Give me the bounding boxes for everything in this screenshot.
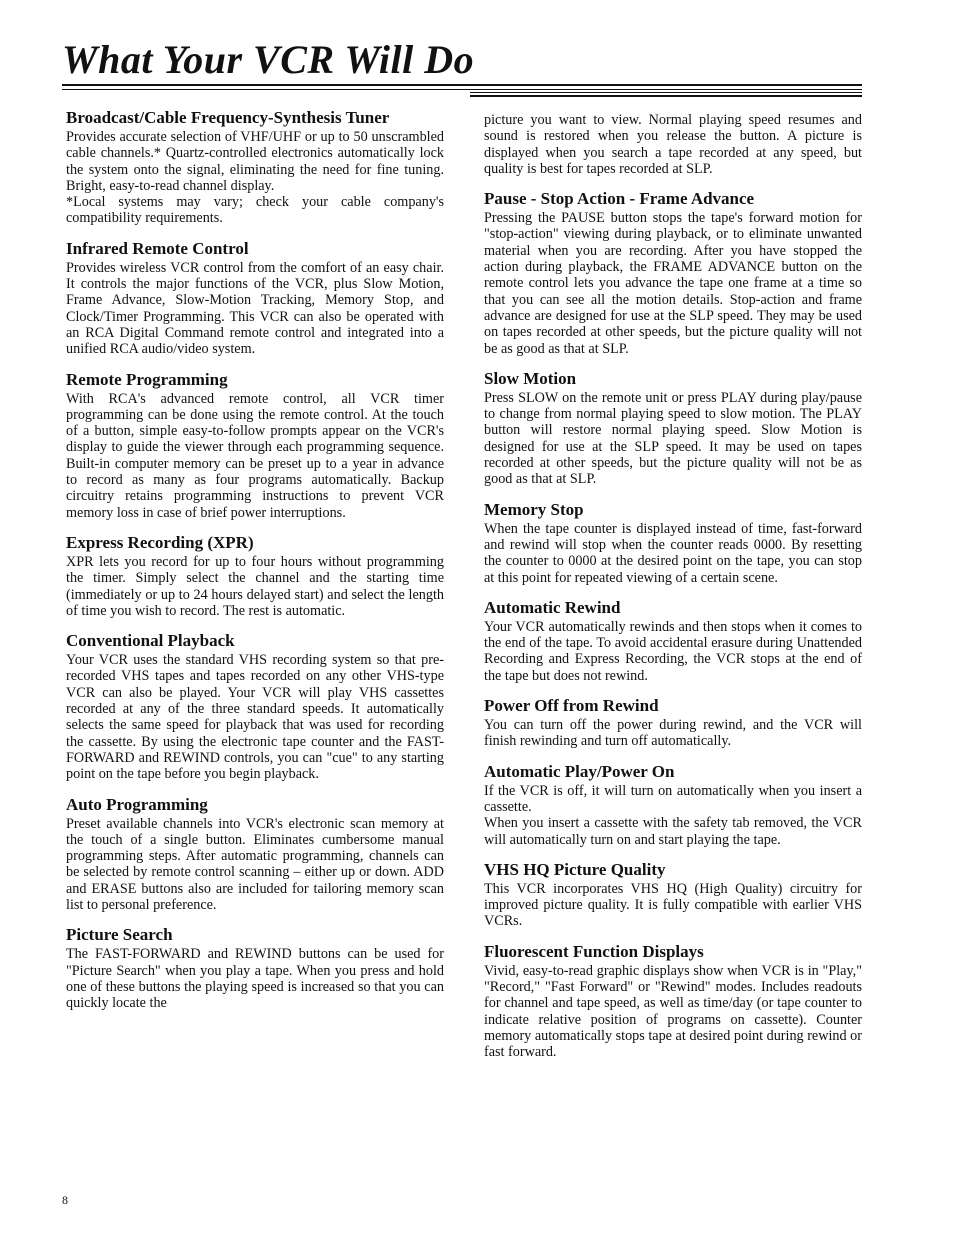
section-paragraph: Your VCR uses the standard VHS recording system so that pre-recorded VHS tapes and tapes recorded on any other VHS-type VCR can also be played. Your VCR will play VHS cassettes recorded at any of the three standard speeds. It automatically selects the same speed for playback that was used for recording the cassette. By using the electronic tape counter and the FAST-FORWARD and REWIND controls, you can "cue" to any starting point on the tape before you begin playback. [66,652,444,783]
section-paragraph: Preset available channels into VCR's electronic scan memory at the touch of a single button. Eliminates cumbersome manual programming steps. After automatic programming, channels can be selected by remote control scanning – either up or down. ADD and ERASE buttons also are included for tailoring memory scan list to personal preference. [66,815,444,913]
section-paragraph: With RCA's advanced remote control, all VCR timer programming can be done using the remote control. At the touch of a button, simple easy-to-follow prompts appear on the VCR's display to guide the viewer through each programming sequence. Built-in computer memory can be preset up to a year in advance to record as many as four programs automatically. Backup circuitry retains programming instructions to prevent VCR memory loss in case of brief power interruptions. [66,390,444,521]
section-gap [484,930,862,942]
left-column [66,108,444,1011]
section-paragraph: picture you want to view. Normal playing speed resumes and sound is restored when you release the button. A picture is displayed when you search a tape recorded at any speed, but quality is best for tapes recorded at SLP. [484,112,862,177]
section-paragraph: If the VCR is off, it will turn on automatically when you insert a cassette. [484,782,862,815]
section-gap [66,913,444,925]
section [66,631,444,782]
section-heading: Infrared Remote Control [66,238,249,258]
section-gap [484,848,862,860]
section-paragraph: *Local systems may vary; check your cable company's compatibility requirements. [66,194,444,227]
section [484,860,862,930]
section [484,598,862,684]
section-heading: Pause - Stop Action - Frame Advance [484,189,755,209]
title-rule [470,95,862,97]
right-column [484,112,862,1060]
section-paragraph: Vivid, easy-to-read graphic displays show when VCR is in "Play," "Record," "Fast Forward" or "Rewind" modes. Includes readouts for channel and tape speed, as well as time/day (or tape counter to indicate relative position of programs on cassette). Counter memory automatically stops tape at desired point during rewind or fast forward. [484,962,862,1061]
section-gap [484,177,862,189]
section [66,239,444,358]
section-paragraph: Pressing the PAUSE button stops the tape's forward motion for "stop-action" viewing during playback, or to eliminate unwanted material when you are recording. After you have stopped the action during playback, the FRAME ADVANCE button on the remote control lets you advance the tape one frame at a time so that you can see all the motion details. Stop-action and frame advance are designed for use at the SLP speed. They may be used on tapes recorded at other speeds, but the picture quality will not be as good as that at SLP. [484,210,862,357]
section-heading: Fluorescent Function Displays [484,941,704,961]
section [66,795,444,914]
section-paragraph: Provides accurate selection of VHF/UHF or up to 50 unscrambled cable channels.* Quartz-controlled electronics automatically lock the system onto the signal, eliminating the need for fine tuning. Bright, easy-to-read channel display. [66,129,444,194]
section-heading: Automatic Rewind [484,597,621,617]
section-heading: VHS HQ Picture Quality [484,859,666,879]
section-heading: Auto Programming [66,794,208,814]
section [484,369,862,488]
section-paragraph: When you insert a cassette with the safety tab removed, the VCR will automatically turn on and start playing the tape. [484,815,862,848]
section-heading: Automatic Play/Power On [484,761,675,781]
section-heading: Power Off from Rewind [484,696,659,716]
section-heading: Slow Motion [484,368,577,388]
section-paragraph: Your VCR automatically rewinds and then stops when it comes to the end of the tape. To avoid accidental erasure during Unattended Recording and Express Recording, the VCR stops at the end of the tape but does not rewind. [484,618,862,684]
section-gap [66,358,444,370]
title-rule [62,89,862,90]
section-paragraph: Provides wireless VCR control from the comfort of an easy chair. It controls the major functions of the VCR, plus Slow Motion, Frame Advance, Slow-Motion Tracking, Memory Stop, and Clock/Timer Programming. This VCR can also be operated with an RCA Digital Command remote control and integrated into a unified RCA audio/video system. [66,259,444,358]
section-gap [66,521,444,533]
section-paragraph: XPR lets you record for up to four hours without programming the timer. Simply select the channel and the starting time (immediately or up to 24 hours delayed start) and select the length of time you wish to record. The rest is automatic. [66,553,444,619]
section-gap [484,586,862,598]
section [484,189,862,357]
section [484,942,862,1061]
section [66,925,444,1011]
section-paragraph: The FAST-FORWARD and REWIND buttons can be used for "Picture Search" when you play a tape. When you press and hold one of these buttons the playing speed is increased so that you can quickly locate the [66,946,444,1012]
section [484,696,862,750]
page-title: What Your VCR Will Do [62,37,475,82]
section [484,500,862,586]
section-heading: Conventional Playback [66,631,235,651]
section-gap [484,488,862,500]
section-gap [66,619,444,631]
section-gap [66,783,444,795]
section-heading: Remote Programming [66,369,228,389]
section-gap [484,357,862,369]
title-rule [470,92,862,93]
section [66,370,444,521]
section-heading: Broadcast/Cable Frequency-Synthesis Tuner [66,108,390,127]
section-paragraph: When the tape counter is displayed instead of time, fast-forward and rewind will stop when the counter reads 0000. By resetting the counter to 0000 at the desired point on the tape, you can stop at this point for repeated viewing of a certain scene. [484,520,862,586]
section [484,762,862,848]
title-rule [62,84,862,86]
section [484,112,862,177]
section-gap [484,684,862,696]
section-heading: Express Recording (XPR) [66,532,254,552]
section-heading: Picture Search [66,925,173,945]
section-heading: Memory Stop [484,499,584,519]
page-number: 8 [62,1193,68,1207]
section-paragraph: This VCR incorporates VHS HQ (High Quality) circuitry for improved picture quality. It is fully compatible with earlier VHS VCRs. [484,880,862,930]
section-paragraph: Press SLOW on the remote unit or press PLAY during play/pause to change from normal playing speed to slow motion. The PLAY button will restore normal playing speed. Slow Motion is designed for use at the SLP speed. It may be used on tapes recorded at other speeds, but the picture quality will not be as good as that at SLP. [484,389,862,488]
section-gap [484,750,862,762]
section [66,108,444,227]
section-gap [66,227,444,239]
section-paragraph: You can turn off the power during rewind, and the VCR will finish rewinding and turn off automatically. [484,717,862,750]
section [66,533,444,619]
